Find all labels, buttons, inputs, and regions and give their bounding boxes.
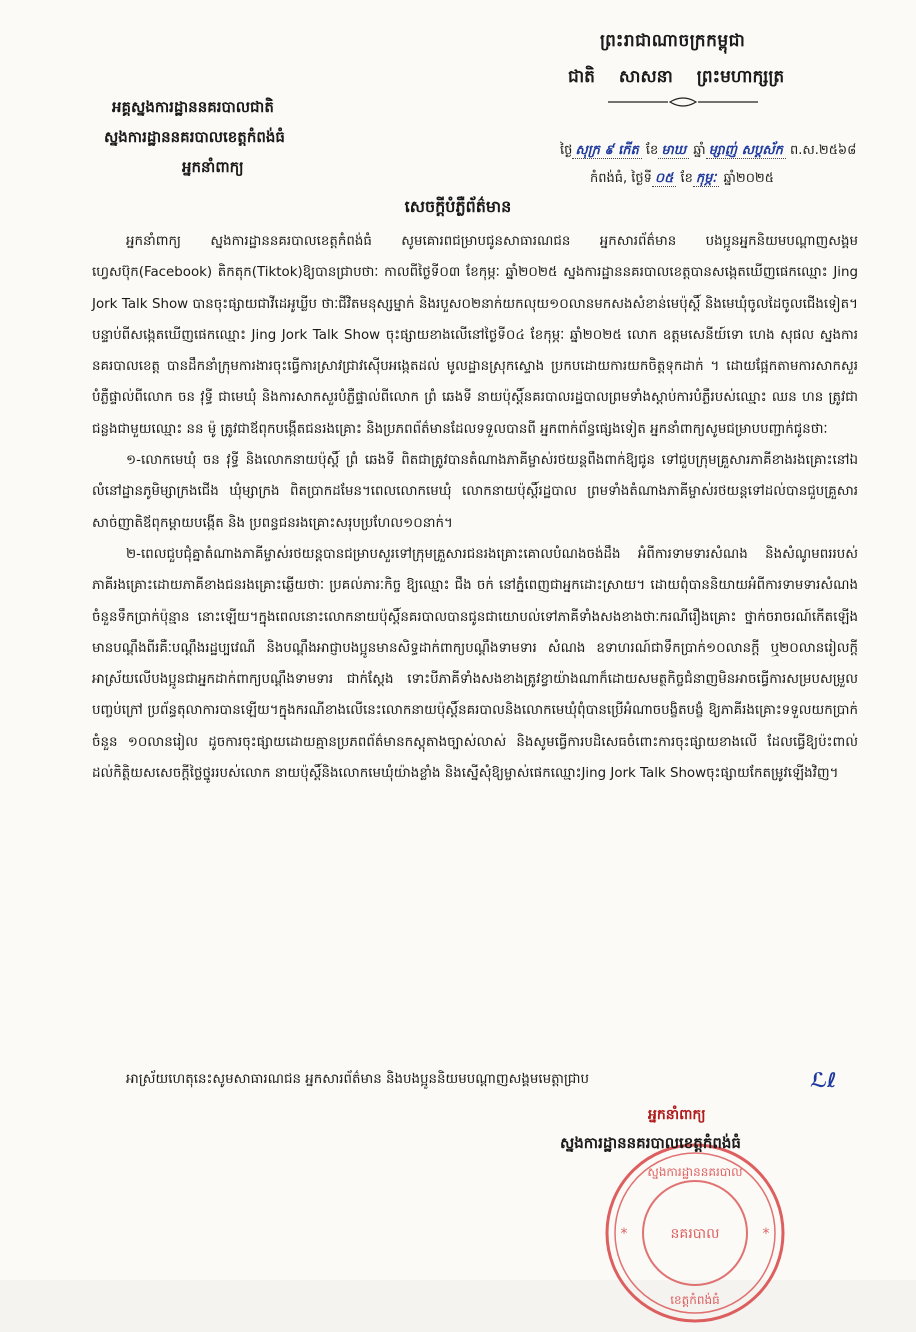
lunar-date-line bbox=[560, 142, 856, 161]
paragraph-point-2: ២-ពេលជួបជុំគ្នាតំណាងភាគីម្ចាស់រថយន្តបានជម្រាបសួរទៅក្រុមគ្រួសារជនរងគ្រោះគោលបំណងចង់ដឹង អំពីការទាមទារសំណង និងសំណូមពររបស់ភាគីរងគ្រោះដោយភាគីខាងជនរងគ្រោះឆ្លើយថាៈ ប្រគល់ភារៈកិច្ច ឱ្យឈ្មោះ ជឹង ចក់ នៅភ្នំពេញជាអ្នកដោះស្រាយ។ ដោយពុំបាននិយាយអំពីការទាមទារសំណងចំនួនទឹកប្រាក់ប៉ុន្មាន នោះឡើយ។ក្នុងពេលនោះលោកនាយប៉ុស្តិ៍នគរបាលបានជូនជាយោបល់ទៅភាគីទាំងសងខាងថាៈករណីរឿងគ្រោះ ថ្នាក់ចរាចរណ៍កើតឡើងមានបណ្តឹងពីរគឺៈបណ្តឹងរដ្ឋប្បវេណី និងបណ្តឹងអាជ្ញាបងប្អូនមានសិទ្ធដាក់ពាក្យបណ្តឹងទាមទារ សំណង ឧទាហរណ៍ជាទឹកប្រាក់១០លានក្តី ឬ២០លានរៀលក្តី អាស្រ័យលើបងប្អូនជាអ្នកដាក់ពាក្យបណ្តឹងទាមទារ ជាក់ស្តែង ទោះបីភាគីទាំងសងខាងត្រូវខ្វាយ៉ាងណាក៏ដោយសមត្ថកិច្ចជំនាញមិនអាចធ្វើការសម្របសម្រួលបញ្ចប់ក្រៅ ប្រព័ន្ធតុលាការបានឡើយ។ក្នុងករណីខាងលើនេះលោកនាយប៉ុស្តិ៍នគរបាលនិងលោកមេឃុំពុំបានប្រើអំណាចបង្ខិតបង្ខំ ឱ្យភាគីរងគ្រោះទទួលយកប្រាក់ចំនួន ១០លានរៀល ដូចការចុះផ្សាយដោយគ្មានប្រភពព័ត៌មានកស្តុតាងច្បាស់លាស់ និងសូមធ្វើការបដិសេធចំពោះការចុះផ្សាយខាងលើ ដែលធ្វើឱ្យប៉ះពាល់ដល់កិត្តិយសសេចក្តីថ្លៃថ្នូររបស់លោក នាយប៉ុស្តិ៍និងលោកមេឃុំយ៉ាងខ្លាំង និងស្នើសុំឱ្យម្ចាស់ផេកឈ្មោះJing Jork Talk Showចុះផ្សាយកែតម្រូវឡើងវិញ។ bbox=[92, 546, 858, 782]
document-title: សេចក្តីបំភ្លឺព័ត៌មាន bbox=[404, 197, 512, 216]
svg-text:*: * bbox=[762, 1226, 770, 1242]
solar-date-line bbox=[590, 170, 774, 189]
lunar-month: មាឃ bbox=[658, 143, 689, 159]
lunar-day: សុក្រ ៩ កើត bbox=[572, 143, 641, 159]
seal-center-text: នគរបាល bbox=[670, 1226, 720, 1242]
handwritten-initials: ℒℓ bbox=[810, 1068, 837, 1092]
lunar-era: ព.ស.២៥៦៨ bbox=[789, 143, 857, 158]
lunar-year-label: ឆ្នាំ bbox=[693, 143, 706, 158]
seal-outer-text: ស្នងការដ្ឋាននគរបាល bbox=[647, 1165, 743, 1179]
seal-icon bbox=[600, 1138, 790, 1328]
official-seal-stamp bbox=[600, 1138, 790, 1328]
svg-text:*: * bbox=[620, 1226, 628, 1242]
solar-date-prefix: កំពង់ធំ, ថ្ងៃទី bbox=[590, 171, 652, 186]
kingdom-heading: ព្រះរាជាណាចក្រកម្ពុជា bbox=[600, 31, 746, 51]
agency-line-3: អ្នកនាំពាក្យ bbox=[182, 158, 244, 176]
lunar-year: ម្សាញ់ សប្តស័ក bbox=[706, 143, 786, 159]
lunar-date-prefix: ថ្ងៃ bbox=[560, 143, 573, 158]
document-body bbox=[92, 226, 858, 789]
solar-day: ០៥ bbox=[652, 171, 676, 187]
agency-line-2: ស្នងការដ្ឋាននគរបាលខេត្តកំពង់ធំ bbox=[104, 128, 285, 146]
solar-year: ឆ្នាំ២០២៥ bbox=[723, 171, 774, 186]
lunar-month-label: ខែ bbox=[645, 143, 659, 158]
agency-line-1: អគ្គស្នងការដ្ឋាននគរបាលជាតិ bbox=[112, 98, 274, 116]
paragraph-intro: អ្នកនាំពាក្យ ស្នងការដ្ឋាននគរបាលខេត្តកំពង់ធំ សូមគោរពជម្រាបជូនសាធារណជន អ្នកសារព័ត៌មាន បងប្អូនអ្នកនិយមបណ្តាញសង្គមហ្វេសប៊ុក(Facebook) តិកតុក(Tiktok)ឱ្យបានជ្រាបថាៈ កាលពីថ្ងៃទី០៣ ខែកុម្ភៈ ឆ្នាំ២០២៥ ស្នងការដ្ឋាននគរបាលខេត្តបានសង្កេតឃើញផេកឈ្មោះ Jing Jork Talk Show បានចុះផ្សាយជាវីដេអូឃ្លីប ថាៈជីវិតមនុស្សម្នាក់ និងរបួស០២នាក់យកលុយ១០លានមកសងសំខាន់មេប៉ុស្តិ៍ និងមេឃុំចូលដៃចូលជើងទៀត។ បន្ទាប់ពីសង្កេតឃើញផេកឈ្មោះ Jing Jork Talk Show ចុះផ្សាយខាងលើនៅថ្ងៃទី០៤ ខែកុម្ភៈ ឆ្នាំ២០២៥ លោក ឧត្តមសេនីយ៍ទោ ហេង សុផល ស្នងការនគរបាលខេត្ត បានដឹកនាំក្រុមការងារចុះធ្វើការស្រាវជ្រាវស៊ើបអង្កេតដល់ មូលដ្ឋានស្រុកស្ទោង ប្រកបដោយការយកចិត្តទុកដាក់ ។ ដោយផ្អែកតាមការសាកសួរបំភ្លឺផ្ទាល់ពីលោក ចន វុទ្ធី ជាមេឃុំ និងការសាកសួរបំភ្លឺផ្ទាល់ពីលោក ព្រំ ឆេងទី នាយប៉ុស្តិ៍នគរបាលរដ្ឋបាលព្រមទាំងស្តាប់ការបំភ្លឺរបស់ឈ្មោះ ឈន ហន ត្រូវជាជន្លងជាមួយឈ្មោះ នន ម៉ូ ត្រូវជាឪពុកបង្កើតជនរងគ្រោះ និងប្រភពព័ត៌មានដែលទទួលបានពី អ្នកពាក់ព័ន្ធផ្សេងទៀត អ្នកនាំពាក្យសូមជម្រាបបញ្ជាក់ជូនថាៈ bbox=[92, 234, 858, 437]
signatory-agency: ស្នងការដ្ឋាននគរបាលខេត្តកំពង់ធំ bbox=[560, 1134, 741, 1152]
closing-sentence: អាស្រ័យហេតុនេះសូមសាធារណជន អ្នកសារព័ត៌មាន និងបងប្អូននិយមបណ្តាញសង្គមមេត្តាជ្រាប bbox=[126, 1072, 590, 1087]
signatory-title: អ្នកនាំពាក្យ bbox=[648, 1107, 706, 1123]
national-motto: ជាតិ សាសនា ព្រះមហាក្សត្រ bbox=[568, 67, 785, 87]
ornamental-divider-icon bbox=[608, 96, 758, 108]
solar-month: កុម្ភៈ bbox=[693, 171, 719, 187]
seal-bottom-text: ខេត្តកំពង់ធំ bbox=[670, 1293, 720, 1307]
solar-month-label: ខែ bbox=[680, 171, 693, 186]
paragraph-point-1: ១-លោកមេឃុំ ចន វុទ្ធី និងលោកនាយប៉ុស្តិ៍ ព្រំ ឆេងទី ពិតជាត្រូវបានតំណាងភាគីម្ចាស់រថយន្តពឹងពាក់ឱ្យជូន ទៅជួបក្រុមគ្រួសារភាគីខាងរងគ្រោះនៅឯលំនៅដ្ឋានភូមិម្សាក្រងជើង ឃុំម្សាក្រង ពិតប្រាកដមែន។ពេលលោកមេឃុំ លោកនាយប៉ុស្តិ៍រដ្ឋបាល ព្រមទាំងតំណាងភាគីម្ចាស់រថយន្តទៅដល់បានជួបគ្រួសារសាច់ញាតិឪពុកម្តាយបង្កើត និង ប្រពន្ធជនរងគ្រោះសរុបប្រហែល១០នាក់។ bbox=[92, 453, 858, 531]
